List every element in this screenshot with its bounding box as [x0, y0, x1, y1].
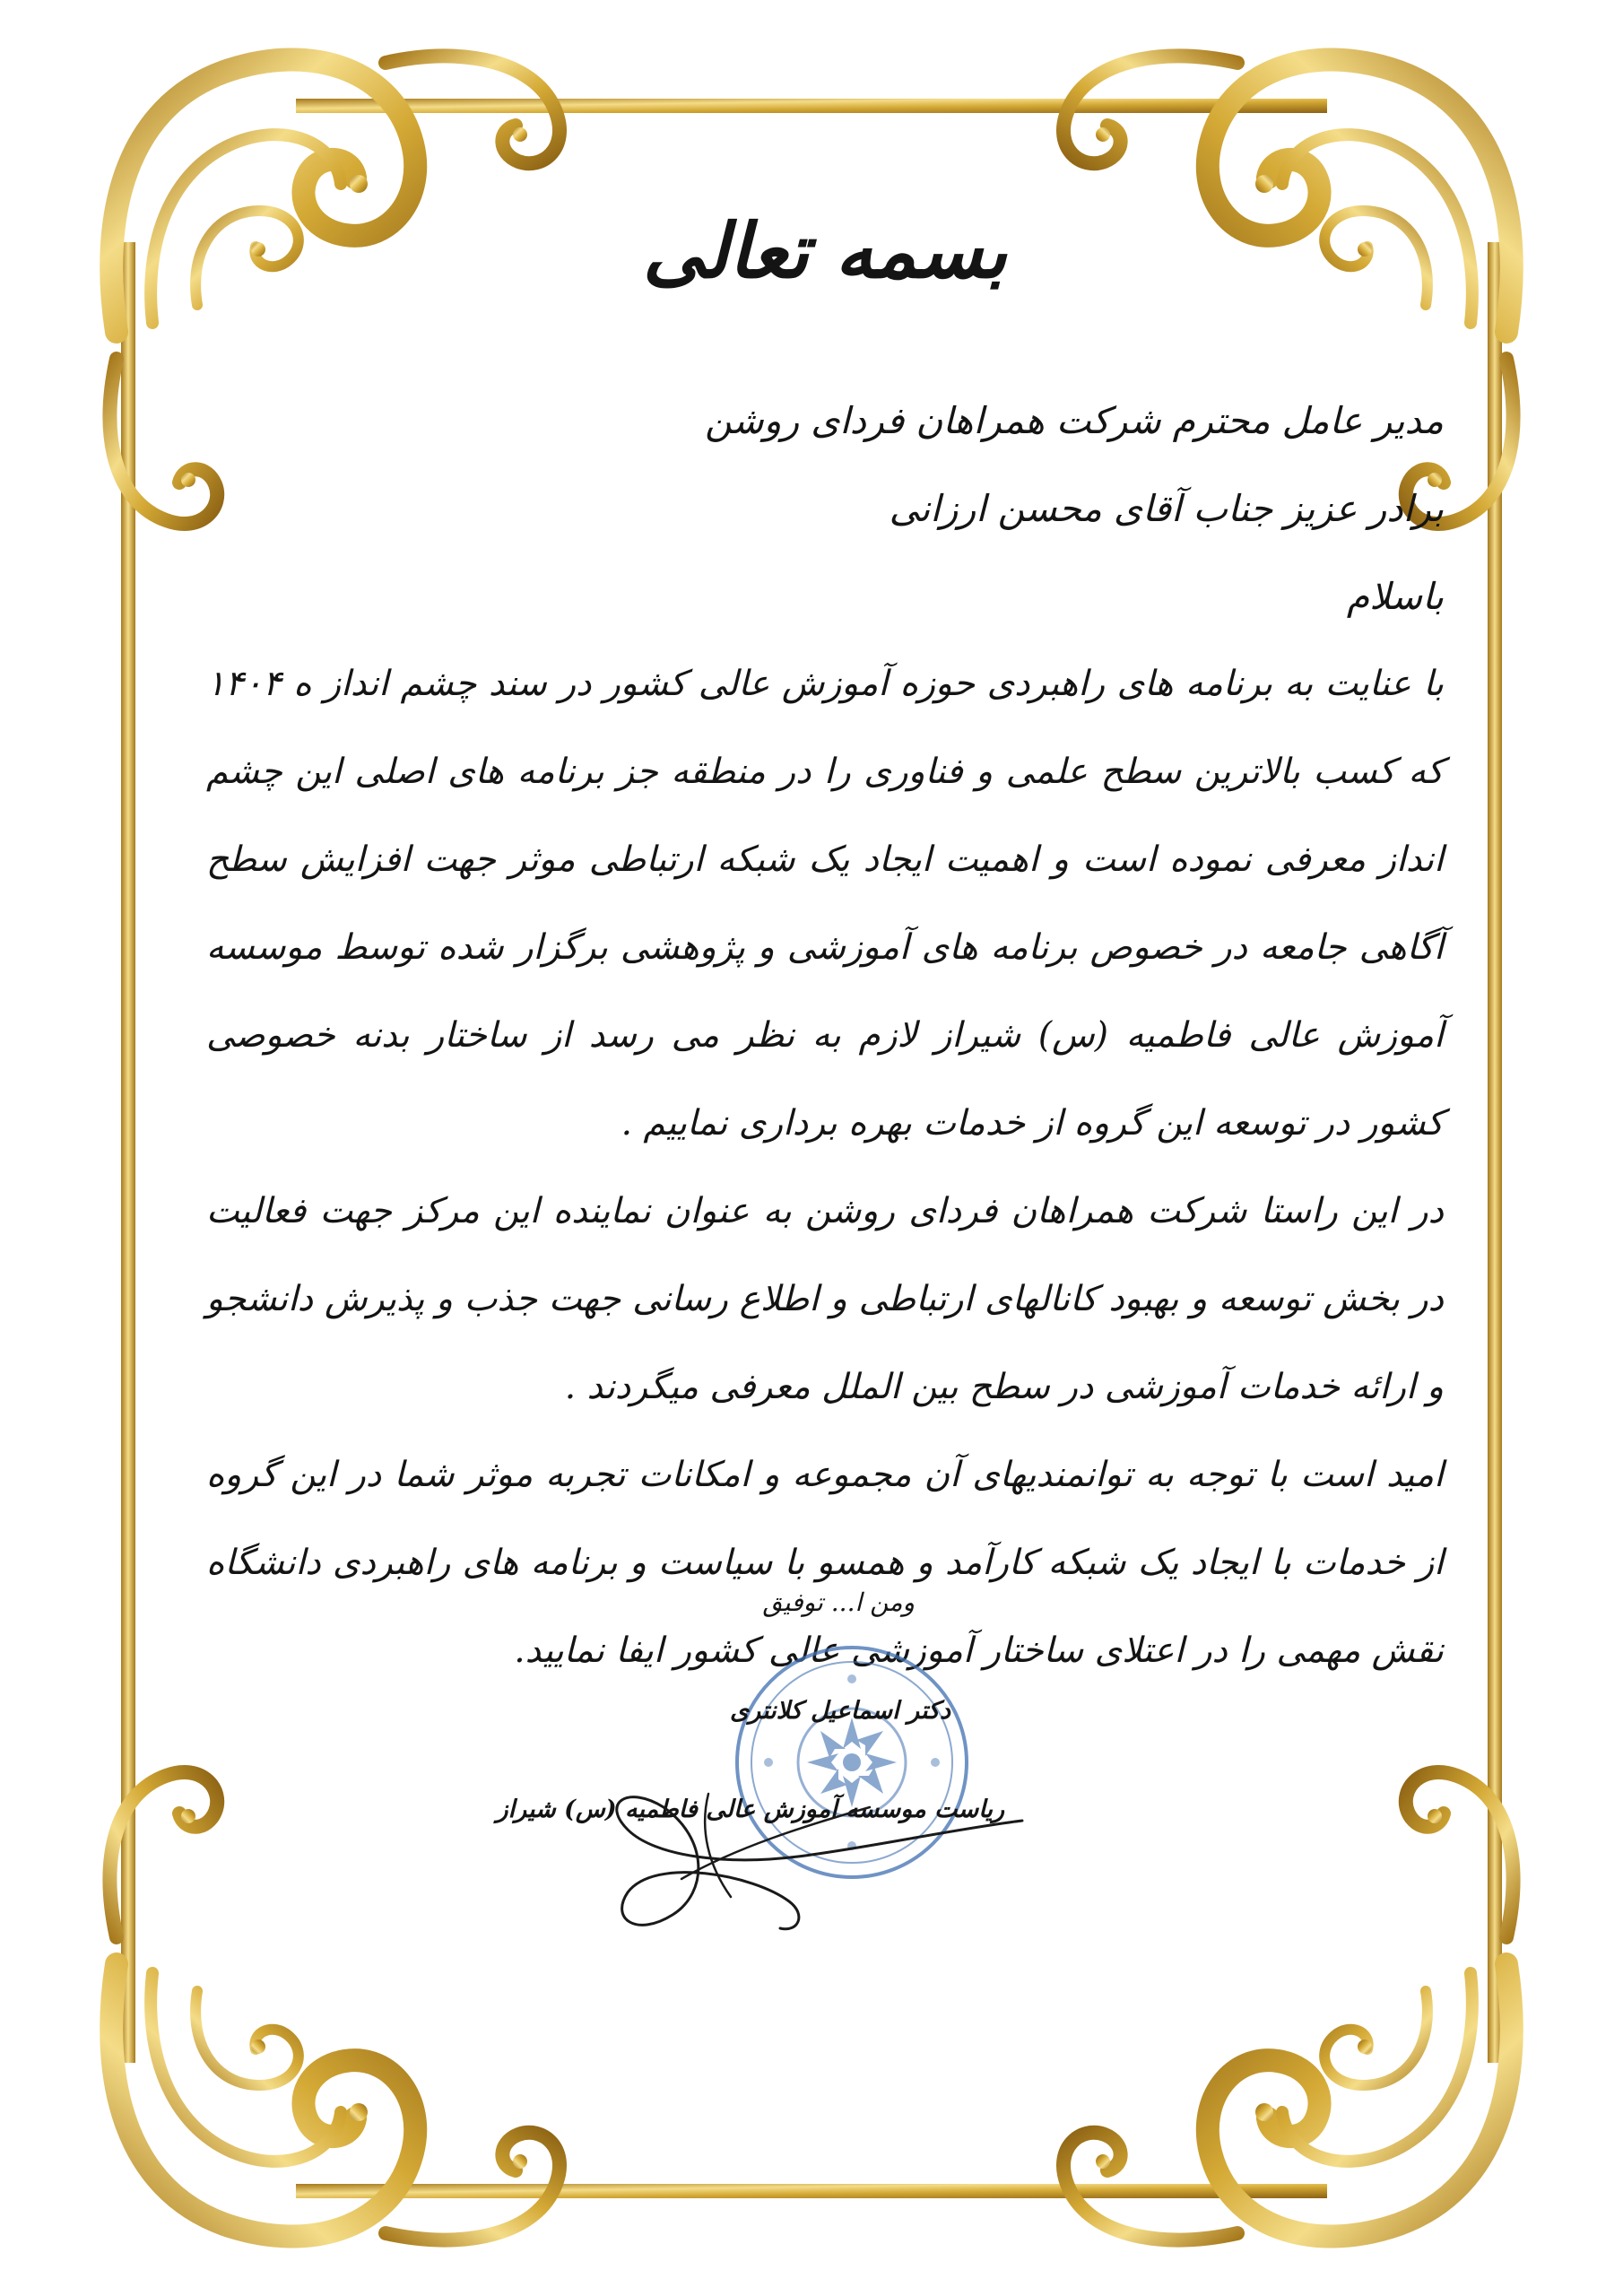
addressee-person: برادر عزیز جناب آقای محسن ارزانی — [889, 487, 1444, 530]
greeting: باسلام — [1346, 575, 1444, 618]
signer-name: دکتر اسماعیل کلانتری — [729, 1697, 950, 1725]
signature-block — [496, 1587, 1040, 1946]
signer-title: ریاست موسسه آموزش عالی فاطمیه (س) شیراز — [496, 1796, 1004, 1823]
frame-top-bar — [296, 99, 1327, 113]
letter-paragraph-3: امید است با توجه به توانمندیهای آن مجموعه و امکانات تجربه موثر شما در این گروه از خدمات با ایجاد یک شبکه کارآمد و همسو با سیاست و برنامه های راهبردی دانشگاه نقش مهمی را در اعتلای ساختار آموزشی عالی کشور ایفا نمایید. — [206, 1455, 1445, 1671]
gold-scroll-ornament-icon — [109, 1772, 560, 2240]
letter-paragraph-1: با عنایت به برنامه های راهبردی حوزه آموزش عالی کشور در سند چشم انداز ه ۱۴۰۴ که کسب بالاترین سطح علمی و فناوری را در منطقه جز برنامه های اصلی این چشم انداز معرفی نموده است و اهمیت ایجاد یک شبکه ارتباطی موثر جهت افزایش سطح آگاهی جامعه در خصوص برنامه های آموزشی و پژوهشی برگزار شده توسط موسسه آموزش عالی فاطمیه (س) شیراز لازم به نظر می رسد از ساختار بدنه خصوصی کشور در توسعه این گروه از خدمات بهره برداری نماییم . — [206, 664, 1444, 1144]
addressee-company: مدیر عامل محترم شرکت همراهان فردای روشن — [705, 399, 1444, 442]
closing-phrase: ومن ا... توفیق — [762, 1587, 915, 1617]
letter-paragraph-2: در این راستا شرکت همراهان فردای روشن به عنوان نماینده این مرکز جهت فعالیت در بخش توسعه و بهبود کانالهای ارتباطی و اطلاع رسانی جهت جذب و پذیرش دانشجو و ارائه خدمات آموزشی در سطح بین الملل معرفی میگردند . — [206, 1191, 1444, 1407]
gold-scroll-ornament-icon — [1063, 1772, 1514, 2240]
letter-heading: بسمه تعالی — [642, 206, 1008, 295]
handwritten-signature-icon — [574, 1722, 1040, 1955]
frame-bottom-bar — [296, 2184, 1327, 2198]
letter-body — [206, 179, 1444, 1695]
